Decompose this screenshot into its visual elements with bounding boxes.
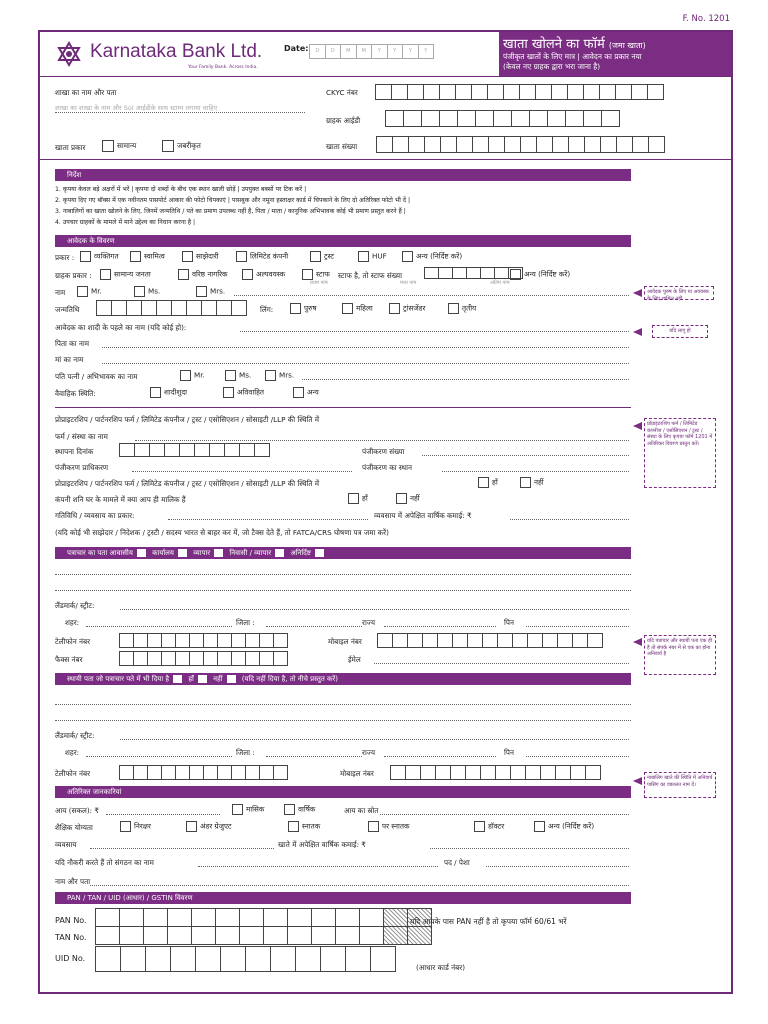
fax-input[interactable] [120, 651, 288, 666]
permanent-state-label: राज्य [362, 748, 376, 757]
address-type-checkbox[interactable] [315, 549, 324, 557]
arrow-icon [633, 328, 642, 336]
maiden-name-label: आवेदक का शादी के पहले का नाम (यदि कोई हो): [55, 323, 187, 332]
permanent-mobile-label: मोबाइल नंबर [340, 769, 374, 778]
type-individual-checkbox[interactable]: व्यक्तिगत [80, 251, 119, 262]
permanent-landmark-field[interactable] [120, 739, 629, 740]
pin-label: पिन [504, 618, 514, 627]
employer-address-field[interactable] [90, 885, 629, 886]
marital-married[interactable]: शादीशुदा [150, 387, 187, 398]
salutation-mr[interactable]: Mr. [77, 286, 102, 297]
permanent-no-label: नहीं [213, 675, 223, 683]
side-note-photo: आवेदक पुरुष के लिए या अवयस्क के लिए शामिल नहीं [644, 286, 714, 300]
establishment-date-input[interactable] [120, 443, 270, 457]
staff-number-label: स्टाफ है, तो स्टाफ संख्या [338, 271, 402, 280]
first-name-hint: प्रथम नाम [310, 280, 328, 286]
marital-status-label: वैवाहिक स्थिति: [55, 389, 96, 398]
last-name-hint: अंतिम नाम [490, 280, 510, 286]
permanent-address-line-1[interactable] [55, 704, 631, 705]
telephone-label: टेलीफोन नंबर [55, 637, 91, 646]
registration-number-field[interactable] [422, 455, 629, 456]
income-monthly-checkbox[interactable]: मासिक [232, 804, 264, 815]
activity-label: गतिविधि / व्यवसाय का प्रकार: [55, 511, 135, 520]
arrow-icon [633, 777, 642, 785]
income-source-field[interactable] [380, 814, 629, 815]
district-label: जिला : [236, 618, 255, 627]
pan-label: PAN No. [55, 916, 87, 925]
telephone-input[interactable] [120, 633, 288, 648]
permanent-address-line-2[interactable] [55, 720, 631, 721]
category-staff-checkbox[interactable]: स्टाफ [302, 269, 330, 280]
education-doctorate[interactable]: डॉक्टर [474, 821, 504, 832]
business-income-field[interactable] [510, 519, 629, 520]
designation-field[interactable] [486, 866, 629, 867]
date-box[interactable]: D [325, 44, 342, 59]
customer-id-input[interactable] [386, 110, 620, 127]
owner-no-checkbox[interactable]: नहीं [396, 493, 420, 504]
form-title: खाता खोलने का फॉर्म [503, 37, 605, 52]
mother-name-field[interactable] [102, 363, 629, 364]
id-details-heading: PAN / TAN / UID (आधार) / GSTIN विवरण [55, 892, 631, 904]
landmark-field[interactable] [120, 609, 629, 610]
mother-name-label: मां का नाम [55, 355, 84, 364]
type-company-checkbox[interactable]: लिमिटेड कंपनी [236, 251, 288, 262]
branch-name-field[interactable] [55, 112, 305, 113]
entity-no-checkbox[interactable]: नहीं [520, 477, 544, 488]
instruction-item: 3. नाबालिगों का खाता खोलने के लिए, जिनमें जन्मतिथि / पते का प्रमाण उपलब्ध नहीं है, पिता / माता / कानूनिक अभिभावक कोई भी प्रमाण प्रस्तुत करने हैं | [55, 208, 406, 215]
middle-name-hint: मध्य नाम [400, 280, 417, 286]
registration-place-field[interactable] [442, 471, 629, 472]
address-type-checkbox[interactable] [275, 549, 284, 557]
instruction-item: 1. कृपया केवल बड़े अक्षरों में भरें | कृपया दो शब्दों के बीच एक स्थान खाली छोड़ें | उपयुक्त बक्सों पर टिक करें | [55, 186, 307, 193]
permanent-yes-label: हाँ [188, 675, 194, 683]
ckyc-label: CKYC नंबर [326, 88, 358, 97]
side-note-contact: यदि पत्राचार और स्थायी पता एक ही है तो संपर्क नंबर में से एक का होना अनिवार्य है [644, 635, 716, 675]
guardian-ms[interactable]: Ms. [225, 370, 251, 381]
date-box[interactable]: D [309, 44, 326, 59]
education-graduate[interactable]: स्नातक [288, 821, 320, 832]
city-label: शहर: [65, 618, 80, 627]
category-other-checkbox[interactable]: अन्य (निर्दिष्ट करें) [510, 269, 570, 280]
arrow-icon [633, 638, 642, 646]
form-subtitle: पंजीकृत खातों के लिए मात्र | आवेदन का प्रकार नया [503, 52, 642, 61]
gender-transgender[interactable]: ट्रांसजेंडर [389, 303, 425, 314]
guardian-label: पति पत्नी / अभिभावक का नाम [55, 372, 138, 381]
date-label: Date: [284, 44, 309, 53]
district-field[interactable] [266, 626, 362, 627]
education-postgraduate[interactable]: पर स्नातक [368, 821, 410, 832]
address-type-checkbox[interactable] [137, 549, 146, 557]
employer-address-label: नाम और पता [55, 877, 91, 886]
permanent-telephone-label: टेलीफोन नंबर [55, 769, 91, 778]
address-heading-label: पत्राचार का पता आवासीय [67, 549, 133, 557]
activity-field[interactable] [168, 519, 368, 520]
owner-yes-checkbox[interactable]: हाँ [348, 493, 368, 504]
account-number-input[interactable] [377, 136, 665, 153]
customer-category-label: ग्राहक प्रकार : [55, 271, 92, 280]
owner-question-label: कंपनी शनि घर के मामले में क्या आप ही मालिक हैं [55, 495, 186, 504]
additional-info-heading: अतिरिक्त जानकारियां [55, 786, 631, 798]
permanent-state-field[interactable] [384, 756, 496, 757]
uid-label: UID No. [55, 954, 86, 963]
form-title-box [499, 32, 733, 76]
bank-name: Karnataka Bank Ltd. [90, 41, 263, 62]
registration-authority-field[interactable] [132, 471, 352, 472]
applicant-heading: आवेदक के विवरण [55, 235, 631, 247]
customer-id-label: ग्राहक आईडी [326, 116, 361, 125]
income-field[interactable] [106, 814, 220, 815]
employer-field[interactable] [198, 866, 438, 867]
form-header [40, 32, 733, 76]
income-label: आय (सकल): ₹ [55, 806, 99, 815]
address-type-label: निवासी / व्यापार [229, 549, 272, 557]
registration-place-label: पंजीकरण का स्थान [362, 463, 412, 472]
salutation-mrs[interactable]: Mrs. [196, 286, 225, 297]
address-line-2[interactable] [55, 590, 631, 591]
address-type-checkbox[interactable] [178, 549, 187, 557]
dob-label: जन्मतिथि [55, 305, 80, 314]
maiden-name-field[interactable] [240, 331, 629, 332]
entity-yes-checkbox[interactable]: हाँ [478, 477, 498, 488]
applicant-name-field[interactable] [234, 295, 629, 296]
email-label: ईमेल [348, 655, 361, 664]
mobile-input[interactable] [378, 633, 603, 648]
gender-third[interactable]: तृतीय [448, 303, 476, 314]
income-source-label: आय का स्रोत [344, 806, 379, 815]
permanent-address-heading [55, 673, 631, 685]
form-subtitle-note: (केवल नए ग्राहक द्वारा भरा जाना है) [503, 62, 601, 71]
income-annual-checkbox[interactable]: वार्षिक [284, 804, 315, 815]
pan-input[interactable] [96, 908, 432, 927]
permanent-district-field[interactable] [266, 756, 362, 757]
applicant-divider [55, 407, 631, 408]
education-illiterate[interactable]: निरक्षर [120, 821, 151, 832]
state-field[interactable] [384, 626, 496, 627]
expected-income-field[interactable] [430, 848, 629, 849]
marital-unmarried[interactable]: अविवाहित [223, 387, 264, 398]
bank-tagline: Your Family Bank. Across India. [188, 65, 258, 70]
education-label: शैक्षिक योग्यता [55, 823, 93, 832]
address-line-1[interactable] [55, 574, 631, 575]
account-number-label: खाता संख्या [326, 142, 358, 151]
bank-logo-icon [56, 41, 82, 67]
address-type-checkbox[interactable] [214, 549, 223, 557]
type-huf-checkbox[interactable]: HUF [358, 251, 387, 262]
tan-label: TAN No. [55, 933, 87, 942]
mobile-label: मोबाइल नंबर [328, 637, 362, 646]
salutation-ms[interactable]: Ms. [134, 286, 160, 297]
entity-status-label-2: प्रोप्राइटरशिप / पार्टनरशिप फर्म / लिमिटेड कंपनीज / ट्रस्ट / एसोसिएशन / सोसाइटी /LLP की स्थिति में [55, 479, 320, 488]
category-general-checkbox[interactable]: सामान्य जनता [100, 269, 151, 280]
section-divider [40, 159, 733, 160]
gender-female[interactable]: महिला [342, 303, 373, 314]
type-partnership-checkbox[interactable]: साझेदारी [182, 251, 219, 262]
city-field[interactable] [86, 626, 232, 627]
gender-label: लिंग: [260, 305, 274, 314]
pan-form60-note: यदि आपके पास PAN नहीं है तो कृपया फॉर्म 60/61 भरें [410, 917, 567, 926]
firm-name-label: फर्म / संस्था का नाम [55, 432, 108, 441]
side-note-if-applicable: यदि लागू हो [652, 325, 708, 338]
guardian-name-field[interactable] [302, 379, 629, 380]
date-box[interactable]: Y [371, 44, 388, 59]
guardian-mrs[interactable]: Mrs. [265, 370, 294, 381]
uid-note: (आधार कार्ड नंबर) [416, 963, 466, 972]
expected-income-label: खाते में अपेक्षित वार्षिक कमाई: ₹ [278, 840, 366, 849]
name-label: नाम [55, 288, 66, 297]
permanent-telephone-input[interactable] [120, 765, 288, 780]
tan-input[interactable] [96, 926, 432, 945]
permanent-note-box [227, 675, 236, 683]
uid-input[interactable] [96, 946, 396, 972]
staff-number-input[interactable] [425, 267, 523, 279]
permanent-pin-field[interactable] [526, 756, 629, 757]
arrow-icon [633, 422, 642, 430]
pin-field[interactable] [526, 626, 629, 627]
permanent-district-label: जिला : [236, 748, 255, 757]
designation-label: पद / पेशा [444, 858, 470, 867]
firm-name-field[interactable] [135, 440, 629, 441]
type-other-checkbox[interactable]: अन्य (निर्दिष्ट करें) [402, 251, 462, 262]
date-box[interactable]: Y [402, 44, 419, 59]
arrow-icon [633, 289, 642, 297]
category-senior-checkbox[interactable]: वरिष्ठ नागरिक [178, 269, 228, 280]
applicant-type-label: प्रकार : [55, 253, 75, 262]
permanent-no-checkbox[interactable] [198, 675, 207, 683]
account-type-regular[interactable]: सामान्य [102, 140, 136, 152]
landmark-label: लैंडमार्क/ स्ट्रीट: [55, 601, 95, 610]
category-minor-checkbox[interactable]: अल्पवयस्क [242, 269, 285, 280]
instruction-item: 4. उपचार ग्राहकों के मामले में माने उद्देश्य का निधान करना है | [55, 219, 196, 226]
permanent-mobile-input[interactable] [391, 765, 601, 780]
date-box[interactable]: M [340, 44, 357, 59]
father-name-field[interactable] [102, 347, 629, 348]
permanent-note: (यदि नहीं दिया है, तो नीचे प्रस्तुत करें) [241, 675, 339, 683]
date-box[interactable]: Y [387, 44, 404, 59]
establishment-date-label: स्थापना दिनांक [55, 447, 94, 456]
account-type-label: खाता प्रकार [55, 143, 86, 152]
fax-label: फैक्स नंबर [55, 655, 83, 664]
instruction-item: 2. कृपया दिए गए बॉक्स में एक नवीनतम पासपोर्ट आकार की फोटो चिपकाएं | पासबुक और नमूना हस्ताक्षर कार्ड में चिपकाने के लिए दो अतिरिक्त फोटो भी दें | [55, 197, 411, 204]
date-box[interactable]: M [356, 44, 373, 59]
address-type-label: अनिर्दिष्ट [290, 549, 311, 557]
registration-authority-label: पंजीकरण प्राधिकरण [55, 463, 109, 472]
occupation-label: व्यवसाय [55, 840, 77, 849]
type-trust-checkbox[interactable]: ट्रस्ट [310, 251, 334, 262]
date-box[interactable]: Y [418, 44, 435, 59]
permanent-landmark-label: लैंडमार्क/ स्ट्रीट: [55, 731, 95, 740]
permanent-heading-label: स्थायी पता जो पत्राचार पते में भी दिया है [67, 675, 170, 683]
address-type-label: कार्यालय [152, 549, 174, 557]
type-proprietor-checkbox[interactable]: स्वामित्व [130, 251, 165, 262]
date-input[interactable] [310, 44, 434, 59]
dob-input[interactable] [97, 300, 247, 316]
permanent-city-label: शहर: [65, 748, 80, 757]
form-title-note: (जमा खाता) [608, 41, 646, 50]
instructions-heading: निर्देश [55, 169, 631, 181]
state-label: राज्य [362, 618, 376, 627]
occupation-field[interactable] [90, 848, 274, 849]
branch-stamp-hint: शाखा का शाखा के नाम और Sol आईडीके साथ स्टाम्प लगाया चाहिए [55, 104, 218, 112]
side-note-entity: प्रोप्राइटरशिप फर्म / लिमिटेड कंपनीज / एसोसिएशन / ट्रस्ट / संस्था के लिए कृपया फॉर्म 1201 में अतिरिक्त विवरण प्रस्तुत करें। [644, 418, 716, 488]
fatca-note: (यदि कोई भी साझेदार / निदेशक / ट्रस्टी / सदस्य भारत से बाहर कर में, जो टैक्स देते हैं, तो FATCA/CRS घोषणा पत्र जमा करें) [55, 528, 389, 537]
permanent-yes-checkbox[interactable] [173, 675, 182, 683]
address-type-label: व्यापार [193, 549, 211, 557]
account-type-other[interactable]: जबरीकृत [162, 140, 201, 152]
marital-other[interactable]: अन्य [293, 387, 319, 398]
correspondence-address-heading [55, 547, 631, 559]
business-income-label: व्यवसाय में अपेक्षित वार्षिक कमाई: ₹ [374, 511, 472, 520]
header-divider [40, 76, 733, 77]
father-name-label: पिता का नाम [55, 339, 90, 348]
education-other[interactable]: अन्य (निर्दिष्ट करें) [534, 821, 594, 832]
ckyc-input[interactable] [376, 84, 664, 100]
guardian-mr[interactable]: Mr. [180, 370, 205, 381]
entity-status-label: प्रोप्राइटरशिप / पार्टनरशिप फर्म / लिमिटेड कंपनीज / ट्रस्ट / एसोसिएशन / सोसाइटी /LLP की स्थिति में [55, 415, 320, 424]
permanent-pin-label: पिन [504, 748, 514, 757]
education-undergraduate[interactable]: अंडर ग्रेजुएट [186, 821, 232, 832]
form-number: F. No. 1201 [682, 14, 730, 24]
employer-label: यदि नौकरी करते हैं तो संगठन का नाम [55, 858, 154, 867]
registration-number-label: पंजीकरण संख्या [362, 447, 405, 456]
email-field[interactable] [374, 663, 629, 664]
permanent-city-field[interactable] [86, 756, 232, 757]
branch-name-label: शाखा का नाम और पता [55, 88, 117, 97]
side-note-minor: नाबालिग खाते की स्थिति में अनिवार्य पासिंग का वकालत नाम दें। [644, 772, 716, 798]
gender-male[interactable]: पुरुष [290, 303, 317, 314]
account-opening-form [38, 30, 733, 994]
